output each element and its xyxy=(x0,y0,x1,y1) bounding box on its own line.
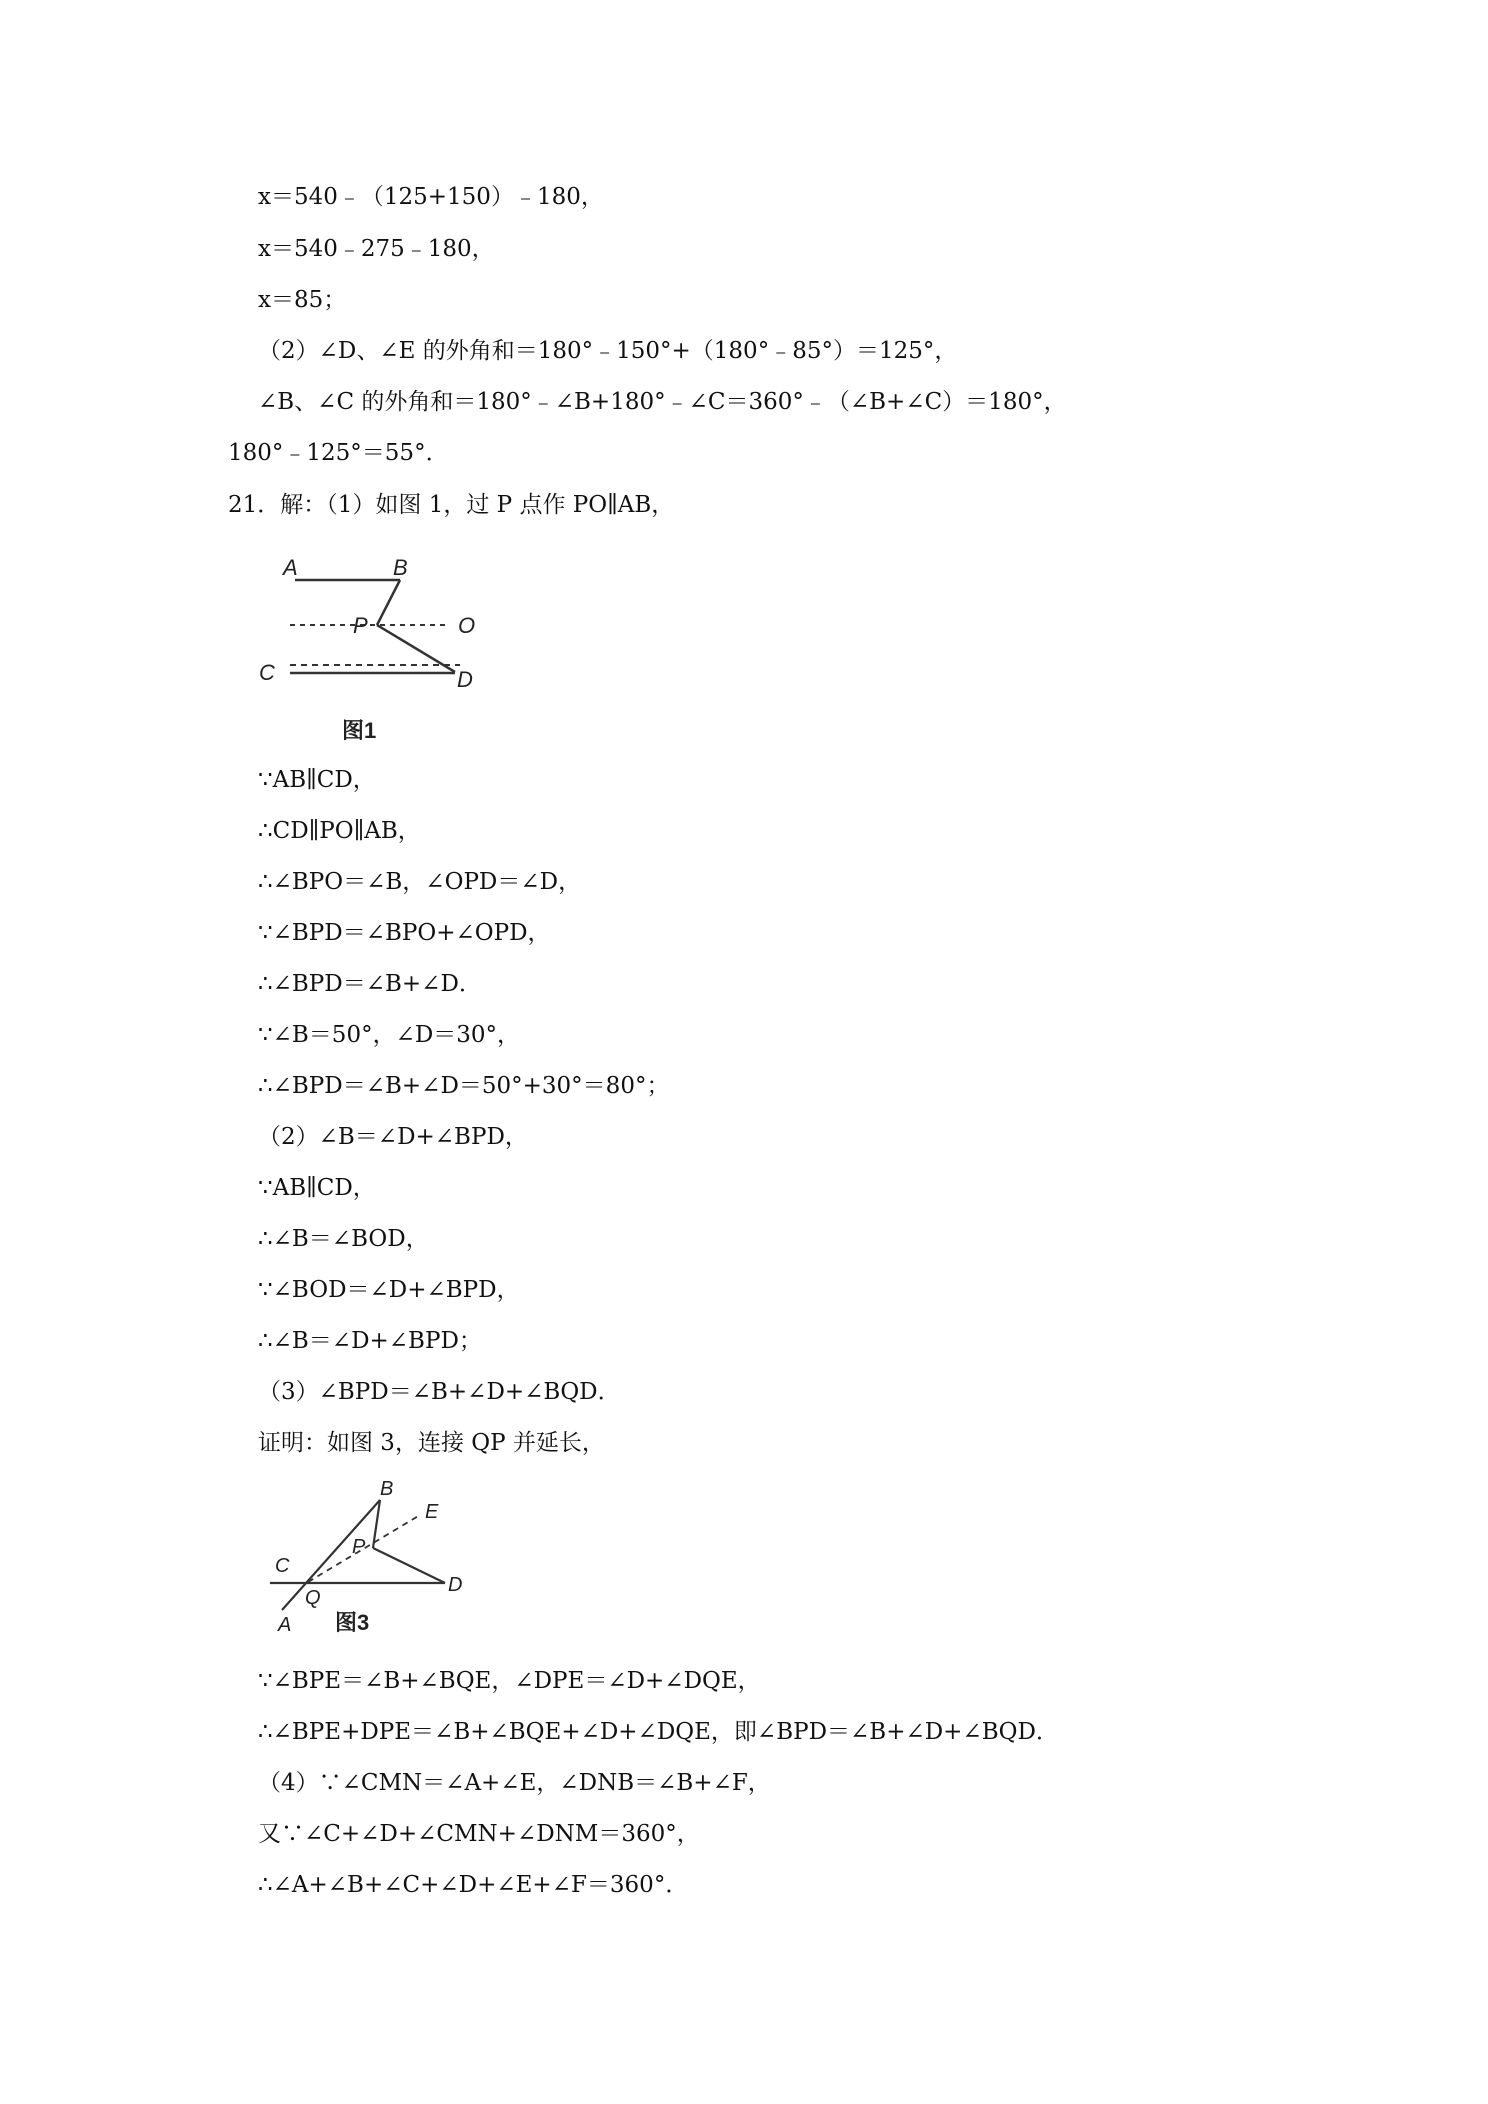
line-16: ∵AB∥CD， xyxy=(258,1175,376,1201)
line-25: 又∵∠C+∠D+∠CMN+∠DNM＝360°， xyxy=(258,1821,700,1847)
line-1: x＝540﹣（125+150）﹣180， xyxy=(258,184,604,210)
fig1-label-p: P xyxy=(353,613,368,638)
line-15: （2）∠B＝∠D+∠BPD， xyxy=(258,1124,528,1150)
line-20: （3）∠BPD＝∠B+∠D+∠BQD． xyxy=(258,1379,621,1405)
line-2: x＝540﹣275﹣180， xyxy=(258,236,495,262)
line-6: 180°﹣125°＝55°． xyxy=(228,440,449,466)
line-9: ∴CD∥PO∥AB， xyxy=(258,818,421,844)
line-19: ∴∠B＝∠D+∠BPD； xyxy=(258,1328,482,1354)
fig3-label-p: P xyxy=(352,1536,366,1558)
fig1-caption: 图1 xyxy=(342,718,377,743)
fig1-label-o: O xyxy=(458,613,476,638)
line-10: ∴∠BPO＝∠B，∠OPD＝∠D， xyxy=(258,869,582,895)
line-17: ∴∠B＝∠BOD， xyxy=(258,1226,429,1252)
line-3: x＝85； xyxy=(258,287,347,313)
line-5: ∠B、∠C 的外角和＝180°﹣∠B+180°﹣∠C＝360°﹣（∠B+∠C）＝180°， xyxy=(258,389,1067,415)
line-11: ∵∠BPD＝∠BPO+∠OPD， xyxy=(258,920,551,946)
fig1-label-a: A xyxy=(283,555,298,580)
line-21: 证明：如图 3，连接 QP 并延长， xyxy=(258,1430,605,1456)
fig3-label-a: A xyxy=(278,1614,292,1636)
line-12: ∴∠BPD＝∠B+∠D． xyxy=(258,971,482,997)
line-24: （4）∵∠CMN＝∠A+∠E，∠DNB＝∠B+∠F， xyxy=(258,1770,771,1796)
figure-1 xyxy=(250,545,510,745)
fig3-caption: 图3 xyxy=(335,1610,370,1635)
line-22: ∵∠BPE＝∠B+∠BQE，∠DPE＝∠D+∠DQE， xyxy=(258,1668,761,1694)
fig1-label-c: C xyxy=(259,660,275,685)
line-23: ∴∠BPE+DPE＝∠B+∠BQE+∠D+∠DQE，即∠BPD＝∠B+∠D+∠BQD． xyxy=(258,1719,1059,1745)
line-14: ∴∠BPD＝∠B+∠D＝50°+30°＝80°； xyxy=(258,1073,670,1099)
line-4: （2）∠D、∠E 的外角和＝180°﹣150°+（180°﹣85°）＝125°， xyxy=(258,338,958,364)
fig3-label-e: E xyxy=(425,1501,439,1523)
fig3-label-d: D xyxy=(448,1574,463,1596)
line-13: ∵∠B＝50°，∠D＝30°， xyxy=(258,1022,521,1048)
fig1-label-d: D xyxy=(457,667,473,692)
fig1-label-b: B xyxy=(393,555,408,580)
line-8: ∵AB∥CD， xyxy=(258,767,376,793)
line-26: ∴∠A+∠B+∠C+∠D+∠E+∠F＝360°． xyxy=(258,1872,689,1898)
figure-3 xyxy=(260,1475,490,1645)
fig3-label-b: B xyxy=(380,1478,394,1500)
line-7: 21．解：（1）如图 1，过 P 点作 PO∥AB， xyxy=(228,492,675,518)
line-18: ∵∠BOD＝∠D+∠BPD， xyxy=(258,1277,520,1303)
fig3-label-c: C xyxy=(275,1555,290,1577)
fig3-label-q: Q xyxy=(305,1587,321,1609)
